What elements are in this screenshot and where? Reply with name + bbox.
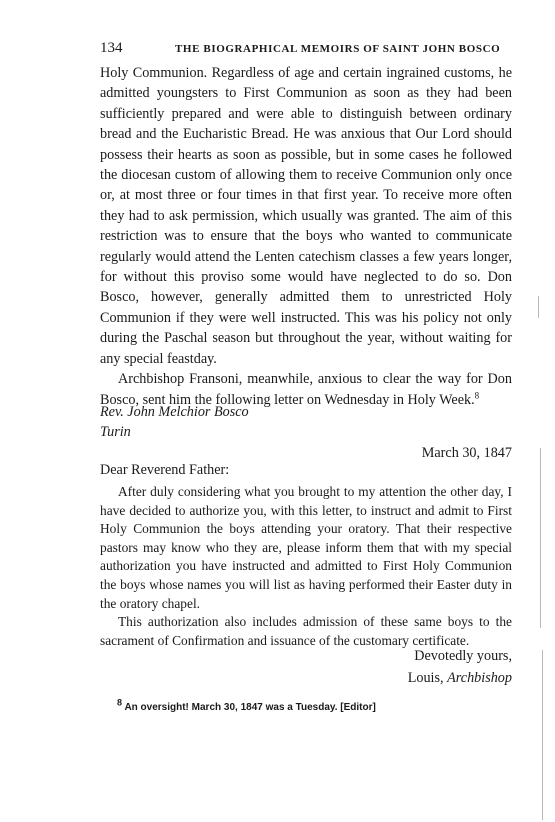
signature bbox=[100, 667, 512, 689]
signature-title: Archbishop bbox=[447, 670, 512, 686]
closing-phrase: Devotedly yours, bbox=[414, 648, 512, 664]
page-number: 134 bbox=[100, 40, 123, 56]
running-head: THE BIOGRAPHICAL MEMOIRS OF SAINT JOHN BOSCO bbox=[175, 43, 501, 55]
body-paragraph-2-text: Archbishop Fransoni, meanwhile, anxious to clear the way for Don Bosco, sent him the following letter on Wednesday in Holy Week. bbox=[100, 371, 512, 408]
letter-body bbox=[100, 483, 512, 650]
addressee-name: Rev. John Melchior Bosco bbox=[100, 404, 249, 420]
letter-addressee bbox=[100, 403, 512, 442]
footnote-marker: 8 bbox=[117, 697, 123, 708]
letter-paragraph-2: This authorization also includes admission of these same boys to the sacrament of Confirmation and issuance of the customary certificate. bbox=[100, 614, 512, 648]
signature-name: Louis, bbox=[407, 670, 444, 686]
scan-edge-mark bbox=[540, 448, 541, 628]
footnote-reference: 8 bbox=[474, 389, 480, 400]
addressee-city: Turin bbox=[100, 423, 131, 440]
body-text bbox=[100, 63, 512, 410]
footnote-text: An oversight! March 30, 1847 was a Tuesday. [Editor] bbox=[124, 702, 376, 713]
page-header bbox=[100, 38, 512, 58]
scan-edge-mark bbox=[538, 296, 539, 318]
letter-date: March 30, 1847 bbox=[421, 445, 512, 461]
letter-paragraph-1: After duly considering what you brought to my attention the other day, I have decided to authorize you, with this letter, to instruct and admit to First Holy Communion the boys attending your oratory. That their respective pastors may know who they are, please inform them that with my special authorization you have instructed and admitted to First Holy Communion the boys whose names you will list as having performed their Easter duty in the oratory chapel. bbox=[100, 484, 512, 611]
body-paragraph-1: Holy Communion. Regardless of age and certain ingrained customs, he admitted youngsters to First Communion as soon as they had been sufficiently prepared and were able to distinguish between ordinary bread and the Eucharistic Bread. He was anxious that Our Lord should possess their hearts as soon as possible, but in some cases he followed the diocesan custom of allowing them to receive Communion only once or, at most three or four times in that first year. To receive more often they had to ask permission, which usually was granted. The aim of this restriction was to ensure that the boys who wanted to communicate regularly would attend the Lenten catechism classes a few years longer, for without this proviso some would have neglected to do so. Don Bosco, however, generally admitted them to unrestricted Holy Communion if they were well instructed. This was his policy not only during the Paschal season but throughout the year, without waiting for any special feastday. bbox=[100, 65, 512, 367]
letter-closing bbox=[100, 645, 512, 689]
letter-salutation: Dear Reverend Father: bbox=[100, 462, 230, 478]
footnote bbox=[117, 697, 512, 715]
scan-edge-mark bbox=[542, 650, 543, 820]
